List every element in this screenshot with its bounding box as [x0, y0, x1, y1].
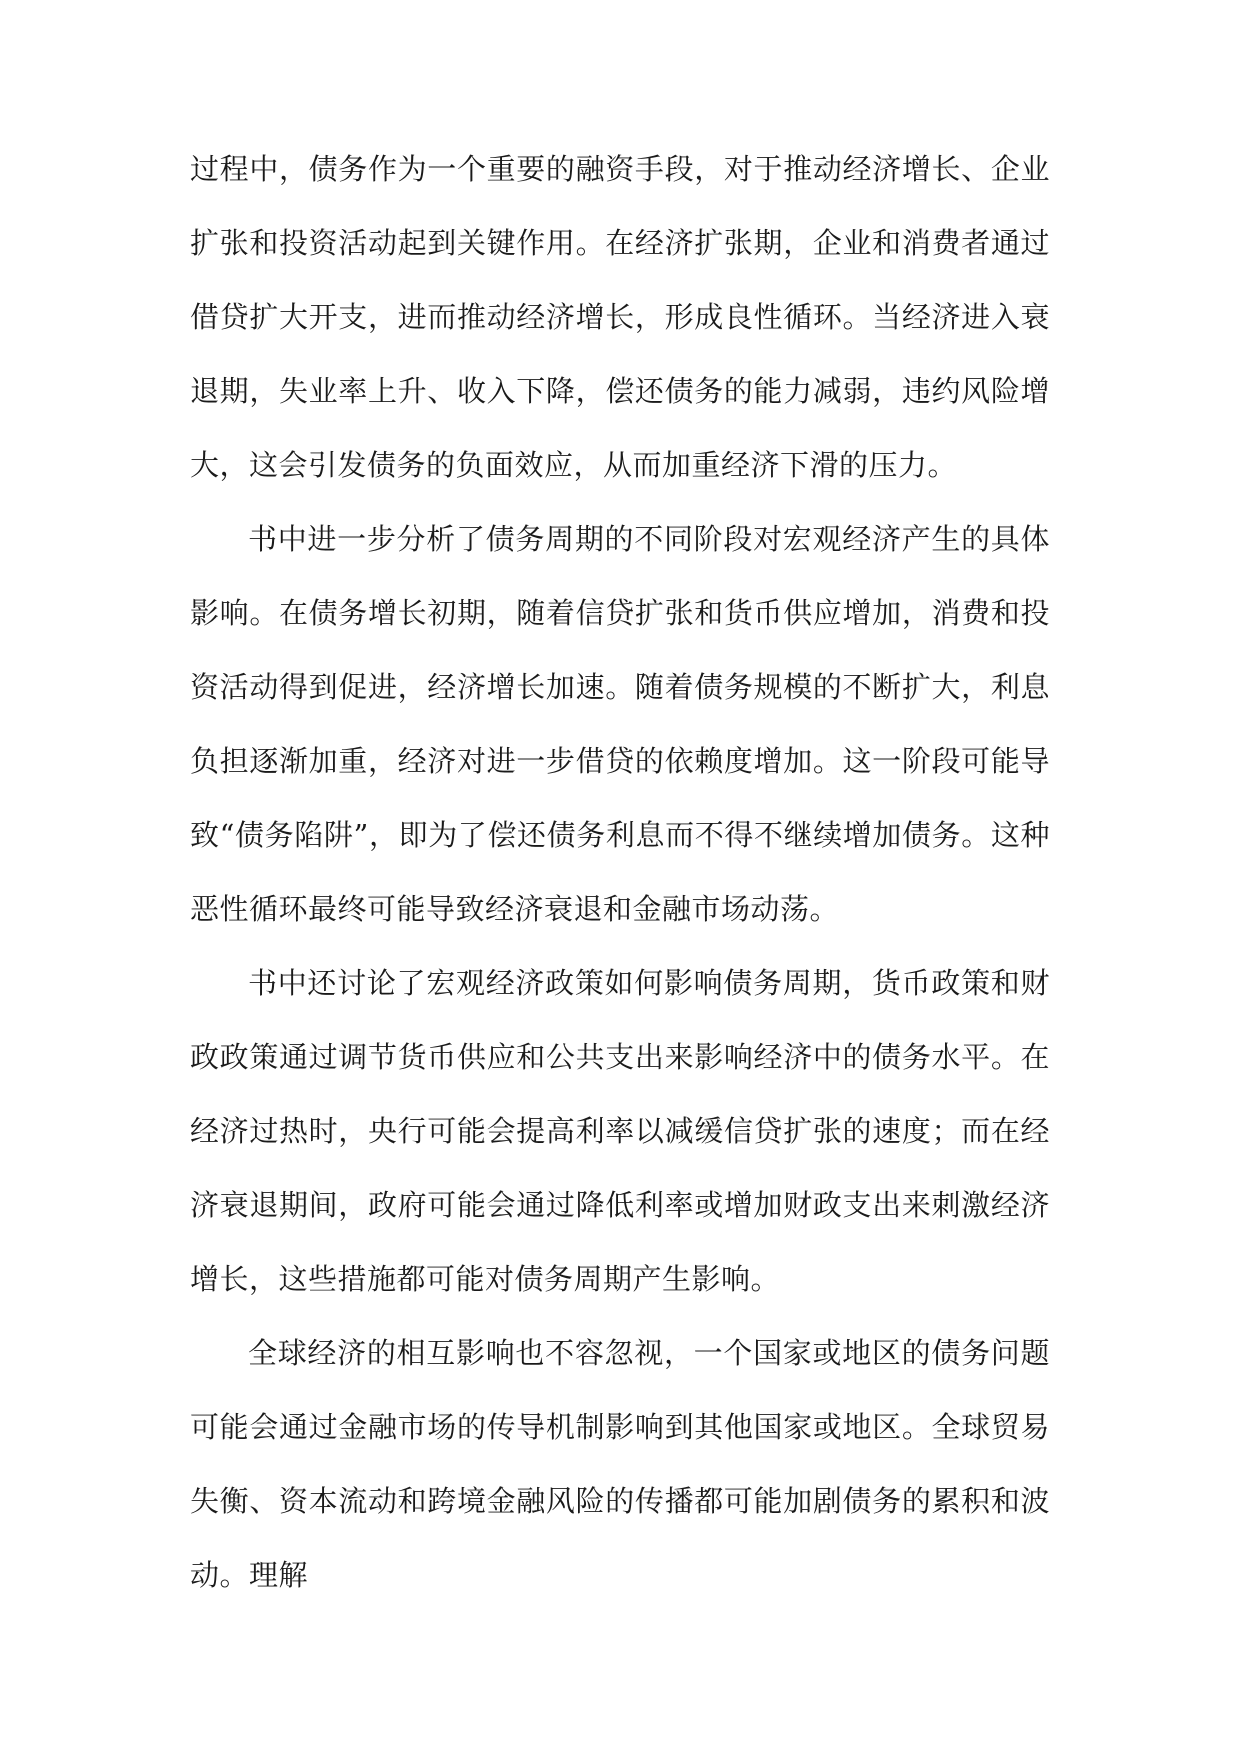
paragraph-1: 过程中，债务作为一个重要的融资手段，对于推动经济增长、企业扩张和投资活动起到关键作用。在经济扩张期，企业和消费者通过借贷扩大开支，进而推动经济增长，形成良性循环。当经济进入衰退期，失业率上升、收入下降，偿还债务的能力减弱，违约风险增大，这会引发债务的负面效应，从而加重经济下滑的压力。 — [190, 152, 1050, 482]
body-text — [190, 132, 1050, 1612]
paragraph-4: 全球经济的相互影响也不容忽视，一个国家或地区的债务问题可能会通过金融市场的传导机制影响到其他国家或地区。全球贸易失衡、资本流动和跨境金融风险的传播都可能加剧债务的累积和波动。理解 — [190, 1336, 1050, 1592]
paragraph-3: 书中还讨论了宏观经济政策如何影响债务周期，货币政策和财政政策通过调节货币供应和公共支出来影响经济中的债务水平。在经济过热时，央行可能会提高利率以减缓信贷扩张的速度；而在经济衰退期间，政府可能会通过降低利率或增加财政支出来刺激经济增长，这些措施都可能对债务周期产生影响。 — [190, 966, 1050, 1296]
paragraph-2: 书中进一步分析了债务周期的不同阶段对宏观经济产生的具体影响。在债务增长初期，随着信贷扩张和货币供应增加，消费和投资活动得到促进，经济增长加速。随着债务规模的不断扩大，利息负担逐渐加重，经济对进一步借贷的依赖度增加。这一阶段可能导致“债务陷阱”，即为了偿还债务利息而不得不继续增加债务。这种恶性循环最终可能导致经济衰退和金融市场动荡。 — [190, 522, 1050, 926]
